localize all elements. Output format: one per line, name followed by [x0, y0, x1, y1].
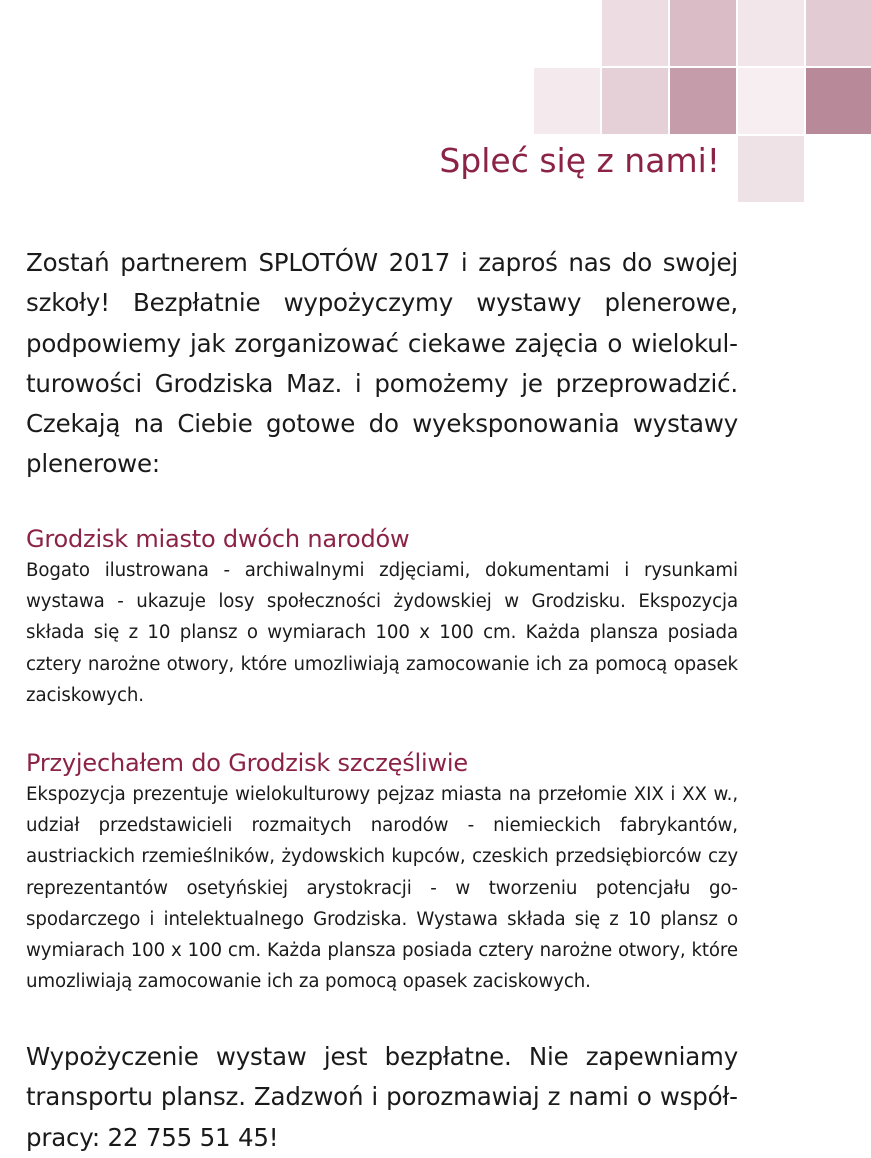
section-description: Ekspozycja prezentuje wielokulturowy pejzaz miasta na przełomie XIX i XX w., udział przedstawicieli rozmaitych narodów - niemieckich fabrykantów, austriackich rzemieślników, żydowskich kupców, czeskich przedsiębiorców czy reprezentantów osetyńskiej arystokracji - w tworzeniu potencjału gospodarczego i intelektualnego Grodziska. Wystawa składa się z 10 plansz o wymiarach 100 x 100 cm. Każda plansza posiada cztery narożne otwory, które umozliwiają zamocowanie ich za pomocą opasek zaciskowych.	[26, 784, 738, 993]
section-heading: Przyjechałem do Grodzisk szczęśliwie	[26, 749, 468, 777]
mosaic-tile	[602, 68, 668, 134]
mosaic-tile	[670, 68, 736, 134]
section-heading: Grodzisk miasto dwóch narodów	[26, 525, 410, 553]
exhibition-section	[26, 747, 738, 997]
mosaic-tile	[738, 136, 804, 202]
closing-paragraph: Wypożyczenie wystaw jest bezpłatne. Nie zapewniamy transportu plansz. Zadzwoń i porozmawiaj z nami o współpracy: 22 755 51 45!	[26, 1042, 738, 1152]
mosaic-tile	[806, 68, 871, 134]
exhibition-section	[26, 523, 738, 711]
mosaic-tile	[534, 68, 600, 134]
mosaic-tile	[670, 0, 736, 66]
mosaic-tile	[806, 0, 871, 66]
intro-paragraph: Zostań partnerem SPLOTÓW 2017 i zaproś nas do swojej szkoły! Bezpłatnie wypożyczymy wystawy plenerowe, podpowiemy jak zorganizować ciekawe zajęcia o wielokulturowości Grodziska Maz. i pomożemy je przeprowadzić. Czekają na Ciebie gotowe do wyeksponowania wystawy plenerowe:	[26, 248, 738, 479]
mosaic-tile	[602, 0, 668, 66]
section-description: Bogato ilustrowana - archiwalnymi zdjęciami, dokumentami i rysunkami wystawa - ukazuje losy społeczności żydowskiej w Grodzisku. Ekspozycja składa się z 10 plansz o wymiarach 100 x 100 cm. Każda plansza posiada cztery narożne otwory, które umozliwiają zamocowanie ich za pomocą opasek zaciskowych.	[26, 560, 738, 706]
mosaic-tile	[738, 68, 804, 134]
mosaic-tile	[738, 0, 804, 66]
page-title: Spleć się z nami!	[439, 141, 720, 180]
